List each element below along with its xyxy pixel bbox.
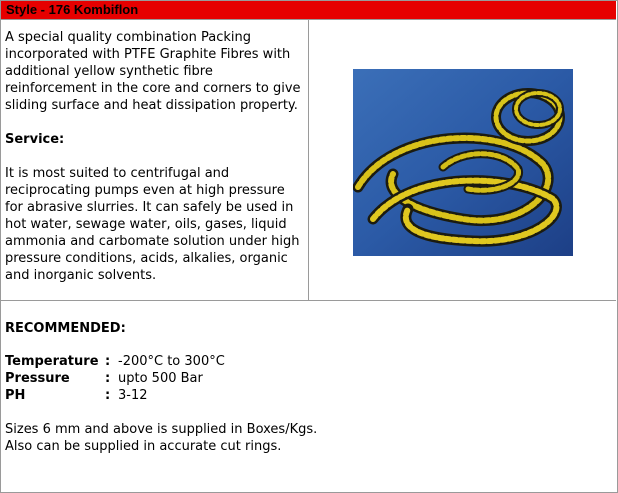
title-bar [1, 1, 616, 19]
service-text: It is most suited to centrifugal and reciprocating pumps even at high pressure for abrasive slurries. It can safely be used in hot water, sewage water, oils, gases, liquid ammonia and carbomate solution under high pressure conditions, acids, alkalies, organic and inorganic solvents. [5, 166, 300, 283]
spec-value: -200°C to 300°C [118, 354, 225, 369]
column-divider [308, 20, 309, 300]
spec-row-ph: PH : 3-12 [5, 388, 148, 403]
supply-note: Sizes 6 mm and above is supplied in Boxes/Kgs. [5, 422, 318, 437]
description-cell [5, 29, 305, 284]
spec-row-temperature: Temperature : -200°C to 300°C [5, 354, 225, 369]
product-description: A special quality combination Packing incorporated with PTFE Graphite Fibres with additional yellow synthetic fibre reinforcement in the core and corners to give sliding surface and heat dissipation property. [5, 30, 301, 113]
service-heading: Service: [5, 132, 65, 147]
recommended-heading: RECOMMENDED: [5, 321, 126, 336]
row-divider [1, 300, 616, 301]
cut-rings-note: Also can be supplied in accurate cut rings. [5, 439, 282, 454]
spec-label: Temperature [5, 354, 99, 369]
spec-label: Pressure [5, 371, 70, 386]
spec-value: 3-12 [118, 388, 148, 403]
spec-value: upto 500 Bar [118, 371, 203, 386]
spec-label: PH [5, 388, 26, 403]
recommended-section [5, 320, 317, 455]
spec-row-pressure: Pressure : upto 500 Bar [5, 371, 203, 386]
product-photo [353, 69, 573, 256]
packing-coil-image [353, 69, 573, 256]
product-title: Style - 176 Kombiflon [6, 2, 139, 17]
